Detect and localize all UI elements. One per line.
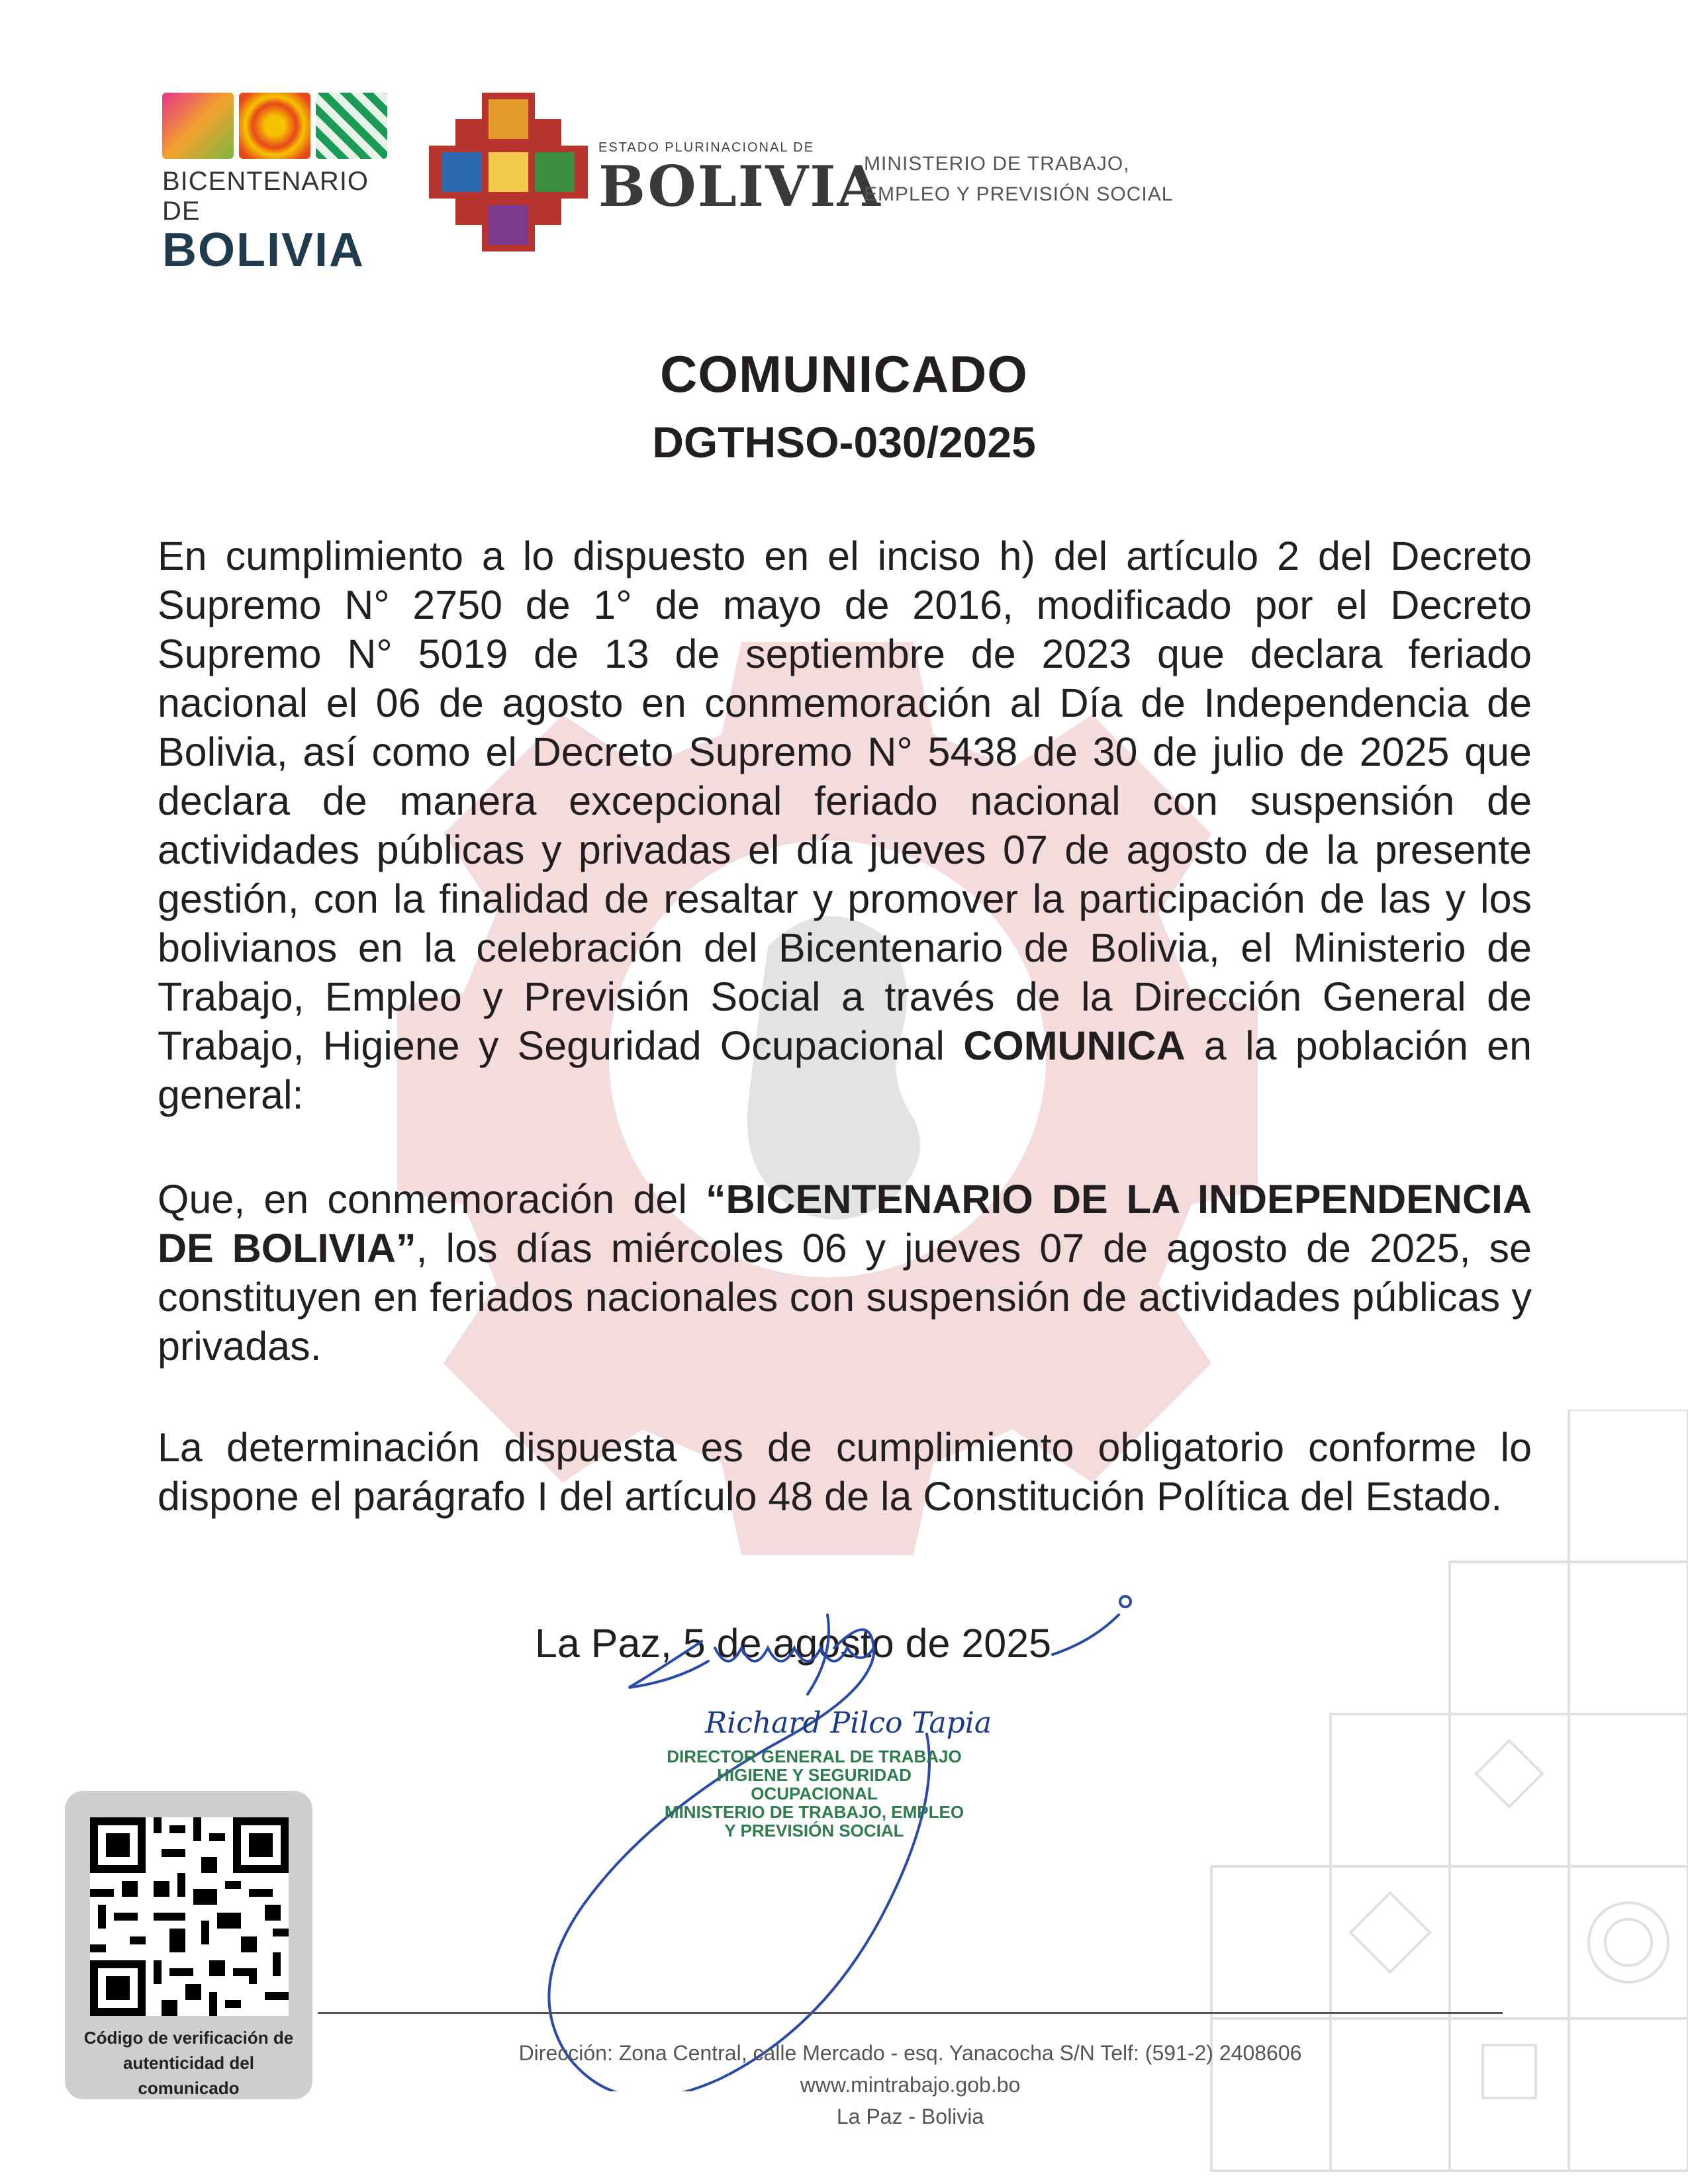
paragraph-1-text: En cumplimiento a lo dispuesto en el inciso h) del artículo 2 del Decreto Supremo N° 2750 de 1° de mayo de 2016, modificado por el Decreto Supremo N° 5019 de 13 de septiembre de 2023 que declara feriado nacional el 06 de agosto en conmemoración al Día de Independencia de Bolivia, así como el Decreto Supremo N° 5438 de 30 de julio de 2025 que declara de manera excepcional feriado nacional con suspensión de actividades públicas y privadas el día jueves 07 de agosto de la presente gestión, con la finalidad de resaltar y promover la participación de las y los bolivianos en la celebración del Bicentenario de Bolivia, el Ministerio de Trabajo, Empleo y Previsión Social a través de la Dirección General de Trabajo, Higiene y Seguridad Ocupacional bbox=[158, 533, 1532, 1068]
document-code: DGTHSO-030/2025 bbox=[652, 418, 1036, 467]
qr-caption-line-1: Código de verificación de bbox=[83, 2028, 294, 2048]
footer-address: Dirección: Zona Central, calle Mercado - esq. Yanacocha S/N Telf: (591-2) 2408606 bbox=[518, 2041, 1302, 2065]
footer-city: La Paz - Bolivia bbox=[836, 2105, 984, 2128]
ministry-name bbox=[864, 149, 1173, 210]
stamp-line-2: HIGIENE Y SEGURIDAD OCUPACIONAL bbox=[717, 1765, 912, 1803]
andean-pattern-decoration bbox=[1145, 1410, 1688, 2184]
paragraph-2-bold: “BICENTENARIO DE LA INDEPENDENCIA DE BOLIVIA” bbox=[158, 1177, 1532, 1271]
document-title: COMUNICADO bbox=[660, 345, 1028, 403]
qr-caption-line-2: autenticidad del comunicado bbox=[123, 2053, 254, 2098]
paragraph-3: La determinación dispuesta es de cumplimiento obligatorio conforme lo dispone el parágrafo I del artículo 48 de la Constitución Política del Estado. bbox=[158, 1425, 1532, 1519]
bicentenario-logo-graphic bbox=[162, 93, 394, 159]
ministry-line-2: EMPLEO Y PREVISIÓN SOCIAL bbox=[864, 183, 1174, 205]
estado-plurinacional-logo bbox=[429, 93, 882, 251]
estado-title: BOLIVIA bbox=[598, 154, 882, 219]
qr-code[interactable] bbox=[90, 1817, 289, 2016]
footer-website-link[interactable]: www.mintrabajo.gob.bo bbox=[800, 2073, 1021, 2097]
footer-divider bbox=[318, 2012, 1503, 2014]
official-stamp bbox=[655, 1747, 973, 1840]
stamp-line-4: Y PREVISIÓN SOCIAL bbox=[724, 1821, 904, 1841]
stamp-line-3: MINISTERIO DE TRABAJO, EMPLEO bbox=[664, 1802, 964, 1822]
paragraph-1 bbox=[158, 531, 1532, 1119]
qr-caption bbox=[71, 2025, 306, 2101]
bicentenario-logo bbox=[162, 93, 394, 277]
paragraph-1-end: a la población en general: bbox=[158, 1023, 1532, 1117]
paragraph-2 bbox=[158, 1175, 1532, 1371]
paragraph-2-end: , los días miércoles 06 y jueves 07 de agosto de 2025, se constituyen en feriados nacionales con suspensión de actividades públicas y privadas. bbox=[158, 1226, 1532, 1369]
paragraph-2-start: Que, en conmemoración del bbox=[158, 1177, 687, 1222]
paragraph-1-bold: COMUNICA bbox=[963, 1023, 1186, 1068]
qr-verification-box bbox=[65, 1791, 312, 2099]
document-date: La Paz, 5 de agosto de 2025 bbox=[535, 1621, 1052, 1666]
estado-subtitle: ESTADO PLURINACIONAL DE bbox=[598, 140, 815, 155]
chakana-icon bbox=[429, 93, 588, 251]
bicentenario-title: BOLIVIA bbox=[162, 224, 365, 277]
stamp-line-1: DIRECTOR GENERAL DE TRABAJO bbox=[667, 1747, 962, 1766]
bicentenario-subtitle: BICENTENARIO DE bbox=[162, 167, 369, 226]
signature-name: Richard Pilco Tapia bbox=[705, 1706, 992, 1740]
ministry-line-1: MINISTERIO DE TRABAJO, bbox=[864, 153, 1130, 175]
